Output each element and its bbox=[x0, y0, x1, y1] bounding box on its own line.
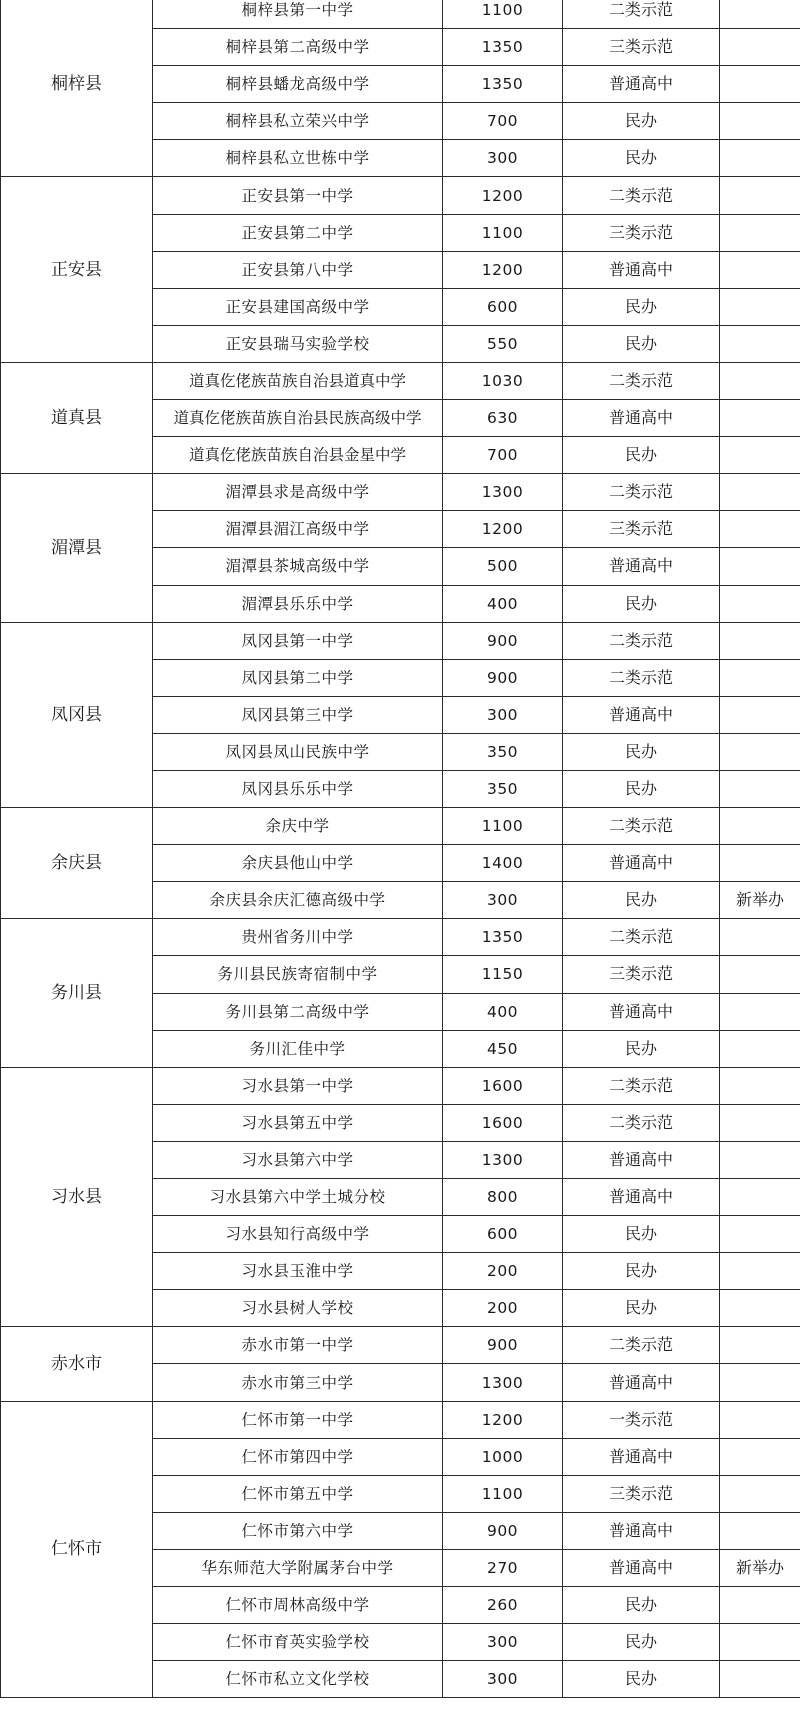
school-type-cell: 二类示范 bbox=[563, 622, 720, 659]
school-type-cell: 三类示范 bbox=[563, 956, 720, 993]
school-name-cell: 仁怀市第六中学 bbox=[153, 1512, 443, 1549]
school-type-cell: 普通高中 bbox=[563, 845, 720, 882]
enrollment-plan-cell: 270 bbox=[443, 1549, 563, 1586]
remark-cell bbox=[720, 919, 800, 956]
school-name-cell: 正安县第一中学 bbox=[153, 177, 443, 214]
school-name-cell: 正安县瑞马实验学校 bbox=[153, 325, 443, 362]
remark-cell bbox=[720, 993, 800, 1030]
remark-cell bbox=[720, 1216, 800, 1253]
enrollment-plan-cell: 300 bbox=[443, 140, 563, 177]
remark-cell: 新举办 bbox=[720, 1549, 800, 1586]
remark-cell bbox=[720, 696, 800, 733]
remark-cell bbox=[720, 1179, 800, 1216]
remark-cell bbox=[720, 1030, 800, 1067]
school-type-cell: 民办 bbox=[563, 585, 720, 622]
school-name-cell: 凤冈县第一中学 bbox=[153, 622, 443, 659]
county-cell: 正安县 bbox=[1, 177, 153, 362]
remark-cell bbox=[720, 1364, 800, 1401]
school-type-cell: 民办 bbox=[563, 1290, 720, 1327]
enrollment-plan-cell: 450 bbox=[443, 1030, 563, 1067]
school-type-cell: 普通高中 bbox=[563, 251, 720, 288]
remark-cell bbox=[720, 1512, 800, 1549]
remark-cell bbox=[720, 29, 800, 66]
remark-cell bbox=[720, 770, 800, 807]
school-type-cell: 二类示范 bbox=[563, 177, 720, 214]
school-type-cell: 民办 bbox=[563, 733, 720, 770]
remark-cell bbox=[720, 1253, 800, 1290]
enrollment-plan-cell: 1600 bbox=[443, 1067, 563, 1104]
school-name-cell: 赤水市第一中学 bbox=[153, 1327, 443, 1364]
school-type-cell: 民办 bbox=[563, 437, 720, 474]
school-type-cell: 三类示范 bbox=[563, 1475, 720, 1512]
county-cell: 道真县 bbox=[1, 362, 153, 473]
school-type-cell: 民办 bbox=[563, 770, 720, 807]
table-row bbox=[1, 1401, 800, 1438]
remark-cell bbox=[720, 1624, 800, 1661]
school-type-cell: 二类示范 bbox=[563, 474, 720, 511]
remark-cell bbox=[720, 251, 800, 288]
table-row bbox=[1, 177, 800, 214]
school-name-cell: 习水县树人学校 bbox=[153, 1290, 443, 1327]
school-type-cell: 普通高中 bbox=[563, 696, 720, 733]
enrollment-plan-cell: 300 bbox=[443, 696, 563, 733]
school-type-cell: 二类示范 bbox=[563, 659, 720, 696]
school-type-cell: 二类示范 bbox=[563, 808, 720, 845]
table-row bbox=[1, 0, 800, 29]
county-cell: 凤冈县 bbox=[1, 622, 153, 807]
enrollment-plan-cell: 1300 bbox=[443, 474, 563, 511]
enrollment-plan-cell: 1200 bbox=[443, 177, 563, 214]
enrollment-plan-cell: 350 bbox=[443, 733, 563, 770]
school-type-cell: 民办 bbox=[563, 1216, 720, 1253]
table-row bbox=[1, 362, 800, 399]
school-name-cell: 习水县第六中学 bbox=[153, 1141, 443, 1178]
school-name-cell: 仁怀市第一中学 bbox=[153, 1401, 443, 1438]
remark-cell bbox=[720, 733, 800, 770]
school-type-cell: 民办 bbox=[563, 140, 720, 177]
school-name-cell: 道真仡佬族苗族自治县民族高级中学 bbox=[153, 400, 443, 437]
remark-cell bbox=[720, 585, 800, 622]
school-name-cell: 正安县第八中学 bbox=[153, 251, 443, 288]
school-type-cell: 普通高中 bbox=[563, 1179, 720, 1216]
table-row bbox=[1, 1327, 800, 1364]
enrollment-plan-cell: 500 bbox=[443, 548, 563, 585]
school-type-cell: 普通高中 bbox=[563, 1364, 720, 1401]
school-type-cell: 二类示范 bbox=[563, 1104, 720, 1141]
enrollment-plan-cell: 300 bbox=[443, 882, 563, 919]
school-type-cell: 民办 bbox=[563, 882, 720, 919]
school-name-cell: 湄潭县乐乐中学 bbox=[153, 585, 443, 622]
county-cell: 习水县 bbox=[1, 1067, 153, 1327]
school-name-cell: 凤冈县凤山民族中学 bbox=[153, 733, 443, 770]
school-type-cell: 民办 bbox=[563, 288, 720, 325]
remark-cell bbox=[720, 845, 800, 882]
school-name-cell: 湄潭县湄江高级中学 bbox=[153, 511, 443, 548]
school-name-cell: 仁怀市周林高级中学 bbox=[153, 1587, 443, 1624]
remark-cell: 新举办 bbox=[720, 882, 800, 919]
remark-cell bbox=[720, 1475, 800, 1512]
enrollment-plan-cell: 900 bbox=[443, 659, 563, 696]
school-type-cell: 民办 bbox=[563, 103, 720, 140]
remark-cell bbox=[720, 1290, 800, 1327]
enrollment-plan-cell: 700 bbox=[443, 437, 563, 474]
enrollment-plan-cell: 600 bbox=[443, 1216, 563, 1253]
school-name-cell: 凤冈县乐乐中学 bbox=[153, 770, 443, 807]
remark-cell bbox=[720, 548, 800, 585]
remark-cell bbox=[720, 140, 800, 177]
school-name-cell: 习水县玉淮中学 bbox=[153, 1253, 443, 1290]
school-name-cell: 凤冈县第二中学 bbox=[153, 659, 443, 696]
remark-cell bbox=[720, 0, 800, 29]
enrollment-plan-cell: 1300 bbox=[443, 1141, 563, 1178]
school-type-cell: 三类示范 bbox=[563, 511, 720, 548]
table-row bbox=[1, 808, 800, 845]
school-type-cell: 二类示范 bbox=[563, 1067, 720, 1104]
enrollment-plan-cell: 550 bbox=[443, 325, 563, 362]
school-type-cell: 民办 bbox=[563, 1030, 720, 1067]
school-name-cell: 余庆中学 bbox=[153, 808, 443, 845]
enrollment-plan-cell: 300 bbox=[443, 1624, 563, 1661]
remark-cell bbox=[720, 1141, 800, 1178]
enrollment-plan-cell: 1150 bbox=[443, 956, 563, 993]
school-type-cell: 普通高中 bbox=[563, 1512, 720, 1549]
enrollment-plan-cell: 1350 bbox=[443, 66, 563, 103]
county-cell: 仁怀市 bbox=[1, 1401, 153, 1698]
school-name-cell: 道真仡佬族苗族自治县道真中学 bbox=[153, 362, 443, 399]
remark-cell bbox=[720, 474, 800, 511]
enrollment-plan-cell: 1100 bbox=[443, 0, 563, 29]
table-row bbox=[1, 919, 800, 956]
school-name-cell: 桐梓县第二高级中学 bbox=[153, 29, 443, 66]
school-name-cell: 习水县第六中学土城分校 bbox=[153, 1179, 443, 1216]
enrollment-plan-cell: 1350 bbox=[443, 29, 563, 66]
county-cell: 赤水市 bbox=[1, 1327, 153, 1401]
school-type-cell: 普通高中 bbox=[563, 400, 720, 437]
school-name-cell: 正安县第二中学 bbox=[153, 214, 443, 251]
remark-cell bbox=[720, 1438, 800, 1475]
remark-cell bbox=[720, 288, 800, 325]
school-name-cell: 道真仡佬族苗族自治县金星中学 bbox=[153, 437, 443, 474]
enrollment-plan-cell: 1000 bbox=[443, 1438, 563, 1475]
school-type-cell: 普通高中 bbox=[563, 548, 720, 585]
enrollment-plan-cell: 900 bbox=[443, 1327, 563, 1364]
remark-cell bbox=[720, 325, 800, 362]
remark-cell bbox=[720, 1104, 800, 1141]
table-row bbox=[1, 474, 800, 511]
remark-cell bbox=[720, 622, 800, 659]
county-cell: 湄潭县 bbox=[1, 474, 153, 622]
enrollment-plan-cell: 200 bbox=[443, 1253, 563, 1290]
school-type-cell: 民办 bbox=[563, 1253, 720, 1290]
school-name-cell: 习水县第五中学 bbox=[153, 1104, 443, 1141]
enrollment-plan-cell: 1100 bbox=[443, 808, 563, 845]
enrollment-plan-cell: 400 bbox=[443, 993, 563, 1030]
school-name-cell: 仁怀市第五中学 bbox=[153, 1475, 443, 1512]
table-body bbox=[1, 0, 800, 1698]
school-name-cell: 仁怀市私立文化学校 bbox=[153, 1661, 443, 1698]
enrollment-plan-cell: 600 bbox=[443, 288, 563, 325]
enrollment-plan-cell: 1200 bbox=[443, 251, 563, 288]
school-name-cell: 仁怀市育英实验学校 bbox=[153, 1624, 443, 1661]
remark-cell bbox=[720, 1327, 800, 1364]
school-type-cell: 二类示范 bbox=[563, 919, 720, 956]
enrollment-plan-cell: 1300 bbox=[443, 1364, 563, 1401]
enrollment-plan-cell: 400 bbox=[443, 585, 563, 622]
school-type-cell: 民办 bbox=[563, 1587, 720, 1624]
remark-cell bbox=[720, 177, 800, 214]
school-type-cell: 普通高中 bbox=[563, 993, 720, 1030]
remark-cell bbox=[720, 400, 800, 437]
school-name-cell: 桐梓县第一中学 bbox=[153, 0, 443, 29]
school-type-cell: 二类示范 bbox=[563, 0, 720, 29]
county-cell: 余庆县 bbox=[1, 808, 153, 919]
remark-cell bbox=[720, 1587, 800, 1624]
school-name-cell: 正安县建国高级中学 bbox=[153, 288, 443, 325]
school-name-cell: 湄潭县茶城高级中学 bbox=[153, 548, 443, 585]
school-name-cell: 余庆县余庆汇德高级中学 bbox=[153, 882, 443, 919]
school-type-cell: 二类示范 bbox=[563, 1327, 720, 1364]
enrollment-plan-cell: 630 bbox=[443, 400, 563, 437]
remark-cell bbox=[720, 214, 800, 251]
enrollment-plan-cell: 350 bbox=[443, 770, 563, 807]
school-name-cell: 务川汇佳中学 bbox=[153, 1030, 443, 1067]
remark-cell bbox=[720, 808, 800, 845]
school-type-cell: 普通高中 bbox=[563, 1549, 720, 1586]
school-type-cell: 民办 bbox=[563, 1624, 720, 1661]
enrollment-plan-cell: 1200 bbox=[443, 511, 563, 548]
school-type-cell: 民办 bbox=[563, 325, 720, 362]
remark-cell bbox=[720, 1067, 800, 1104]
enrollment-plan-cell: 1100 bbox=[443, 214, 563, 251]
school-type-cell: 民办 bbox=[563, 1661, 720, 1698]
enrollment-plan-cell: 1100 bbox=[443, 1475, 563, 1512]
remark-cell bbox=[720, 956, 800, 993]
remark-cell bbox=[720, 437, 800, 474]
enrollment-plan-cell: 200 bbox=[443, 1290, 563, 1327]
school-name-cell: 凤冈县第三中学 bbox=[153, 696, 443, 733]
enrollment-plan-cell: 1350 bbox=[443, 919, 563, 956]
school-name-cell: 湄潭县求是高级中学 bbox=[153, 474, 443, 511]
remark-cell bbox=[720, 659, 800, 696]
school-type-cell: 三类示范 bbox=[563, 214, 720, 251]
enrollment-plan-cell: 1200 bbox=[443, 1401, 563, 1438]
enrollment-plan-cell: 700 bbox=[443, 103, 563, 140]
county-cell: 桐梓县 bbox=[1, 0, 153, 177]
table-row bbox=[1, 622, 800, 659]
school-name-cell: 华东师范大学附属茅台中学 bbox=[153, 1549, 443, 1586]
school-name-cell: 桐梓县私立荣兴中学 bbox=[153, 103, 443, 140]
remark-cell bbox=[720, 66, 800, 103]
school-name-cell: 务川县第二高级中学 bbox=[153, 993, 443, 1030]
enrollment-plan-cell: 1600 bbox=[443, 1104, 563, 1141]
enrollment-plan-cell: 800 bbox=[443, 1179, 563, 1216]
school-type-cell: 三类示范 bbox=[563, 29, 720, 66]
county-cell: 务川县 bbox=[1, 919, 153, 1067]
school-type-cell: 一类示范 bbox=[563, 1401, 720, 1438]
school-type-cell: 普通高中 bbox=[563, 1141, 720, 1178]
enrollment-plan-cell: 260 bbox=[443, 1587, 563, 1624]
enrollment-plan-cell: 900 bbox=[443, 622, 563, 659]
school-name-cell: 桐梓县蟠龙高级中学 bbox=[153, 66, 443, 103]
school-name-cell: 余庆县他山中学 bbox=[153, 845, 443, 882]
remark-cell bbox=[720, 511, 800, 548]
school-name-cell: 贵州省务川中学 bbox=[153, 919, 443, 956]
enrollment-plan-cell: 300 bbox=[443, 1661, 563, 1698]
school-name-cell: 习水县第一中学 bbox=[153, 1067, 443, 1104]
table-row bbox=[1, 1067, 800, 1104]
school-name-cell: 桐梓县私立世栋中学 bbox=[153, 140, 443, 177]
school-name-cell: 仁怀市第四中学 bbox=[153, 1438, 443, 1475]
school-type-cell: 二类示范 bbox=[563, 362, 720, 399]
school-type-cell: 普通高中 bbox=[563, 66, 720, 103]
enrollment-plan-cell: 1400 bbox=[443, 845, 563, 882]
enrollment-plan-cell: 900 bbox=[443, 1512, 563, 1549]
school-name-cell: 习水县知行高级中学 bbox=[153, 1216, 443, 1253]
school-type-cell: 普通高中 bbox=[563, 1438, 720, 1475]
remark-cell bbox=[720, 103, 800, 140]
school-name-cell: 赤水市第三中学 bbox=[153, 1364, 443, 1401]
remark-cell bbox=[720, 362, 800, 399]
enrollment-plan-cell: 1030 bbox=[443, 362, 563, 399]
school-name-cell: 务川县民族寄宿制中学 bbox=[153, 956, 443, 993]
remark-cell bbox=[720, 1661, 800, 1698]
remark-cell bbox=[720, 1401, 800, 1438]
